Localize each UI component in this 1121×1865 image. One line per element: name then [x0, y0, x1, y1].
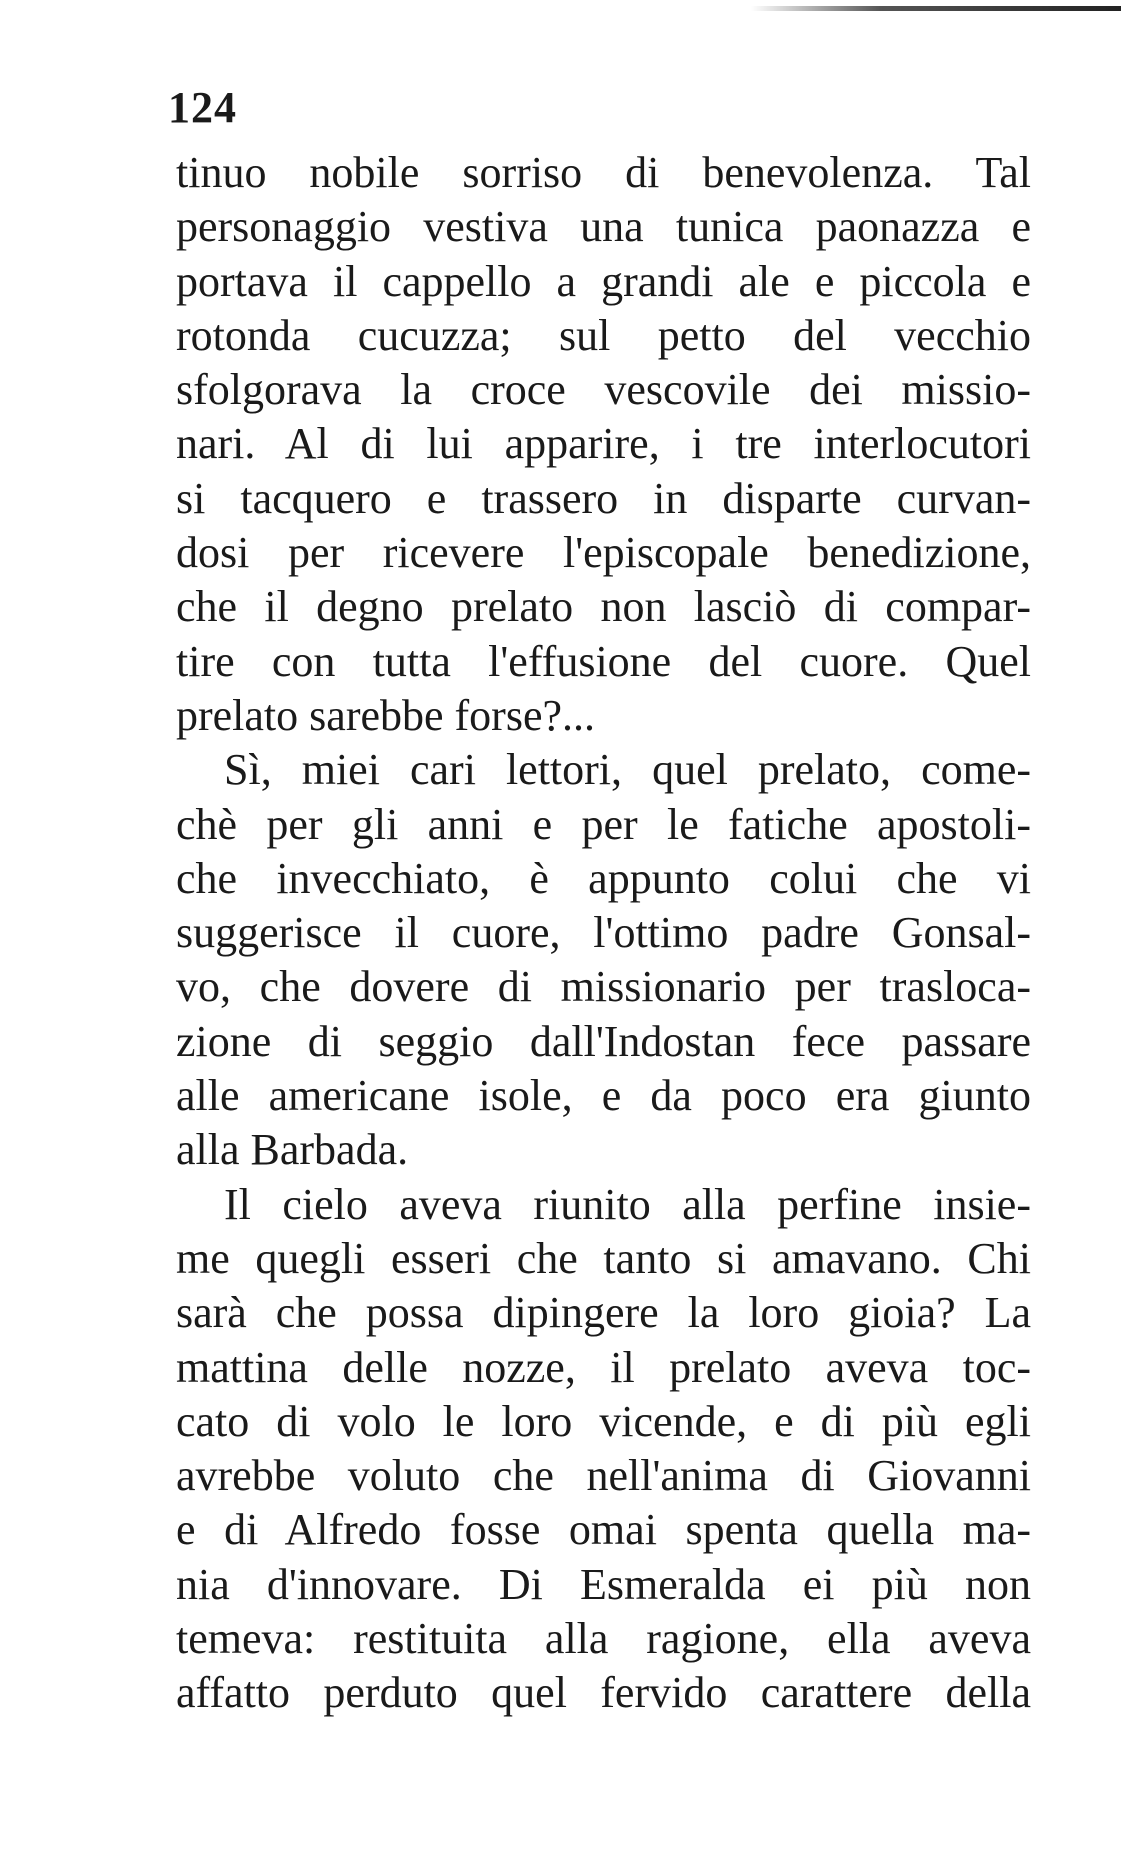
body-text: [176, 146, 1031, 1721]
text-line: che il degno prelato non lasciò di compar-: [176, 582, 1031, 632]
text-line: sarà che possa dipingere la loro gioia? La: [176, 1288, 1031, 1338]
text-line: alle americane isole, e da poco era giunto: [176, 1071, 1031, 1121]
text-line: temeva: restituita alla ragione, ella aveva: [176, 1614, 1031, 1664]
text-line: dosi per ricevere l'episcopale benedizione,: [176, 528, 1031, 578]
text-line: affatto perduto quel fervido carattere della: [176, 1668, 1031, 1718]
text-line: alla Barbada.: [176, 1125, 409, 1175]
text-line: tinuo nobile sorriso di benevolenza. Tal: [176, 148, 1031, 197]
text-line: suggerisce il cuore, l'ottimo padre Gonsal-: [176, 908, 1031, 958]
text-line: chè per gli anni e per le fatiche apostoli-: [176, 799, 1031, 849]
page-edge-rule: [751, 6, 1121, 11]
text-line: rotonda cucuzza; sul petto del vecchio: [176, 310, 1031, 360]
text-line: Il cielo aveva riunito alla perfine insie-: [224, 1179, 1031, 1229]
page-number: 124: [168, 83, 237, 132]
text-line: si tacquero e trassero in disparte curvan-: [176, 473, 1031, 523]
text-line: Sì, miei cari lettori, quel prelato, come-: [224, 745, 1031, 795]
text-line: zione di seggio dall'Indostan fece passare: [176, 1016, 1031, 1066]
text-line: vo, che dovere di missionario per trasloca-: [176, 962, 1031, 1012]
text-line: che invecchiato, è appunto colui che vi: [176, 853, 1031, 903]
text-line: avrebbe voluto che nell'anima di Giovanni: [176, 1451, 1031, 1501]
text-line: me quegli esseri che tanto si amavano. Chi: [176, 1233, 1031, 1283]
text-line: prelato sarebbe forse?...: [176, 690, 596, 740]
text-line: tire con tutta l'effusione del cuore. Quel: [176, 636, 1031, 686]
text-line: sfolgorava la croce vescovile dei missio-: [176, 365, 1031, 415]
text-line: cato di volo le loro vicende, e di più egli: [176, 1396, 1031, 1446]
text-line: mattina delle nozze, il prelato aveva toc-: [176, 1342, 1031, 1392]
text-line: nia d'innovare. Di Esmeralda ei più non: [176, 1559, 1031, 1609]
text-line: e di Alfredo fosse omai spenta quella ma-: [176, 1505, 1031, 1555]
text-line: portava il cappello a grandi ale e piccola e: [176, 256, 1031, 306]
text-line: nari. Al di lui apparire, i tre interlocutori: [176, 419, 1031, 469]
text-line: personaggio vestiva una tunica paonazza e: [176, 202, 1031, 252]
